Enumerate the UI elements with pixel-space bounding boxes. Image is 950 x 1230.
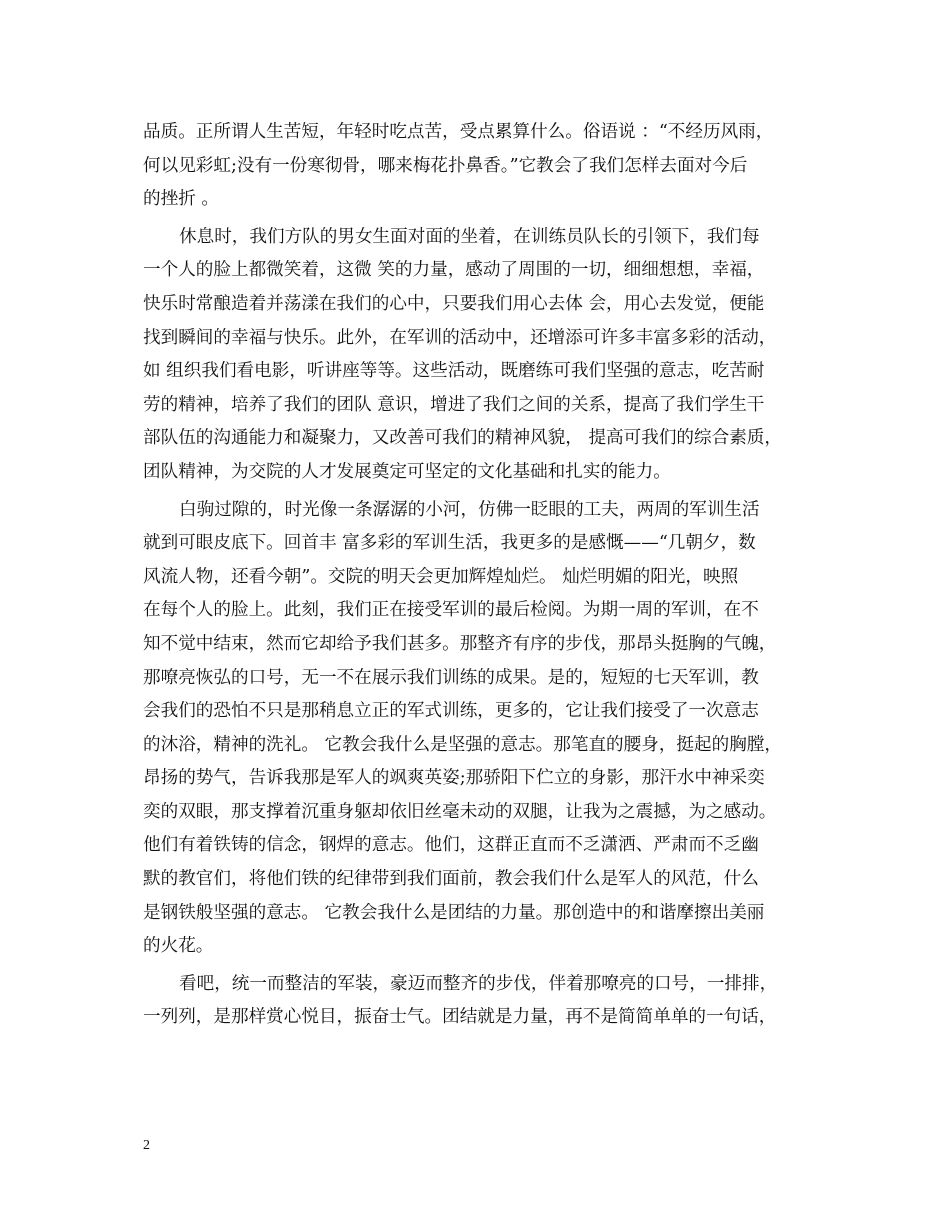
paragraph-4 [143,968,823,1035]
text-line: 休息时，我们方队的男女生面对面的坐着，在训练员队长的引领下，我们每 [179,226,760,247]
text-line: 在每个人的脸上。此刻，我们正在接受军训的最后检阅。为期一周的军训，在不 [143,600,759,621]
text-line: 的火花。 [143,936,214,957]
paragraph-1 [143,116,823,217]
body-text [143,116,823,1035]
text-line: 的沐浴，精神的洗礼。 它教会我什么是坚强的意志。那笔直的腰身，挺起的胸膛， [143,734,782,755]
text-line: 团队精神，为交院的人才发展奠定可坚定的文化基础和扎实的能力。 [143,461,671,482]
text-line: 一个人的脸上都微笑着，这微 笑的力量，感动了周围的一切，细细想想，幸福， [143,260,765,281]
text-line: 的挫折 。 [143,189,219,210]
paragraph-3 [143,494,823,964]
text-line: 白驹过隙的，时光像一条潺潺的小河，仿佛一眨眼的工夫，两周的军训生活 [179,499,760,520]
text-line: 看吧，统一而整洁的军装，豪迈而整齐的步伐，伴着那嘹亮的口号，一排排， [179,973,778,994]
text-line: 就到可眼皮底下。回首丰 富多彩的军训生活，我更多的是感慨——“几朝夕，数 [143,533,756,554]
page-number: 2 [143,1138,150,1153]
text-line: 默的教官们，将他们铁的纪律带到我们面前，教会我们什么是军人的风范，什么 [143,869,759,890]
text-line: 一列列，是那样赏心悦目，振奋士气。团结就是力量，再不是简简单单的一句话， [143,1007,777,1028]
text-line: 是钢铁般坚强的意志。 它教会我什么是团结的力量。那创造中的和谐摩擦出美丽 [143,902,765,923]
text-line: 何以见彩虹;没有一份寒彻骨，哪来梅花扑鼻香。”它教会了我们怎样去面对今后 [143,155,748,176]
paragraph-2 [143,221,823,490]
text-line: 如 组织我们看电影，听讲座等等。这些活动，既磨练可我们坚强的意志，吃苦耐 [143,361,765,382]
text-line: 部队伍的沟通能力和凝聚力，又改善可我们的精神风貌， 提高可我们的综合素质， [143,428,782,449]
text-line: 知不觉中结束，然而它却给予我们甚多。那整齐有序的步伐，那昂头挺胸的气魄， [143,633,777,654]
text-line: 品质。正所谓人生苦短，年轻时吃点苦，受点累算什么。俗语说 ：“不经历风雨， [143,122,774,142]
text-line: 奕的双眼，那支撑着沉重身躯却依旧丝毫未动的双腿，让我为之震撼，为之感动。 [143,801,777,822]
text-line: 风流人物，还看今朝”。交院的明天会更加辉煌灿烂。 灿烂明媚的阳光，映照 [143,566,739,587]
text-line: 找到瞬间的幸福与快乐。此外，在军训的活动中，还增添可许多丰富多彩的活动， [143,327,777,348]
text-line: 快乐时常酿造着并荡漾在我们的心中，只要我们用心去体 会，用心去发觉，便能 [143,293,765,314]
text-line: 那嘹亮恢弘的口号，无一不在展示我们训练的成果。是的，短短的七天军训，教 [143,667,759,688]
text-line: 会我们的恐怕不只是那稍息立正的军式训练，更多的，它让我们接受了一次意志 [143,701,759,722]
text-line: 劳的精神，培养了我们的团队 意识，增进了我们之间的关系，提高了我们学生干 [143,394,765,415]
text-line: 昂扬的势气，告诉我那是军人的飒爽英姿;那骄阳下伫立的身影，那汗水中神采奕 [143,768,765,789]
text-line: 他们有着铁铸的信念，钢焊的意志。他们，这群正直而不乏潇洒、严肃而不乏幽 [143,835,759,856]
